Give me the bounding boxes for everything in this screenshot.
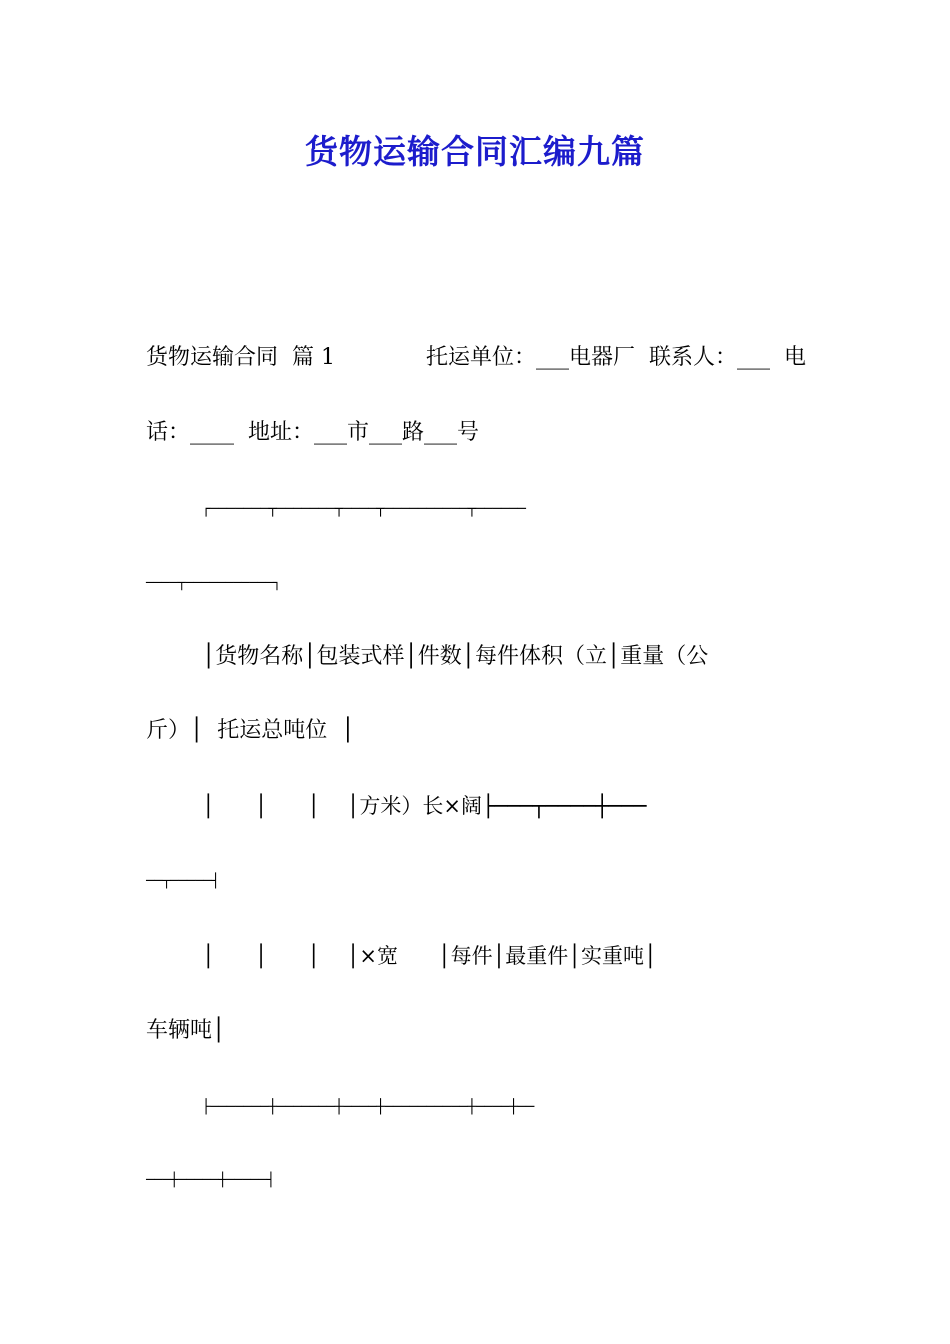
document-title: 货物运输合同汇编九篇 — [305, 132, 645, 171]
table-header-row-continued: 斤）│ 托运总吨位 │ — [146, 718, 355, 743]
table-row-divider-continued: ───┼─────┼─────┤ — [146, 1173, 275, 1188]
shipper-info: 托运单位：___电器厂 联系人：___ 电 — [426, 345, 806, 370]
table-header-row: │货物名称│包装式样│件数│每件体积（立│重量（公 — [202, 644, 709, 669]
table-subheader-border: ──┬─────┤ — [146, 873, 220, 889]
table-border-top-continued: ────┬───────────┐ — [146, 576, 281, 591]
shipper-address-line: 话：____ 地址：___市___路___号 — [146, 420, 479, 445]
contract-number: 货物运输合同 篇 1 — [146, 345, 335, 370]
table-subheader-row: │ │ │ │方米）长×阔├───┬────┼─── — [202, 794, 647, 818]
table-column-headers: │ │ │ │×宽 │每件│最重件│实重吨│ — [202, 944, 657, 968]
contract-header-line — [146, 338, 806, 378]
table-column-headers-continued: 车辆吨│ — [146, 1018, 226, 1043]
table-border-top: ┌───────┬───────┬────┬──────────┬────── — [202, 501, 526, 517]
table-row-divider: ├───────┼───────┼────┼──────────┼────┼── — [202, 1099, 535, 1115]
